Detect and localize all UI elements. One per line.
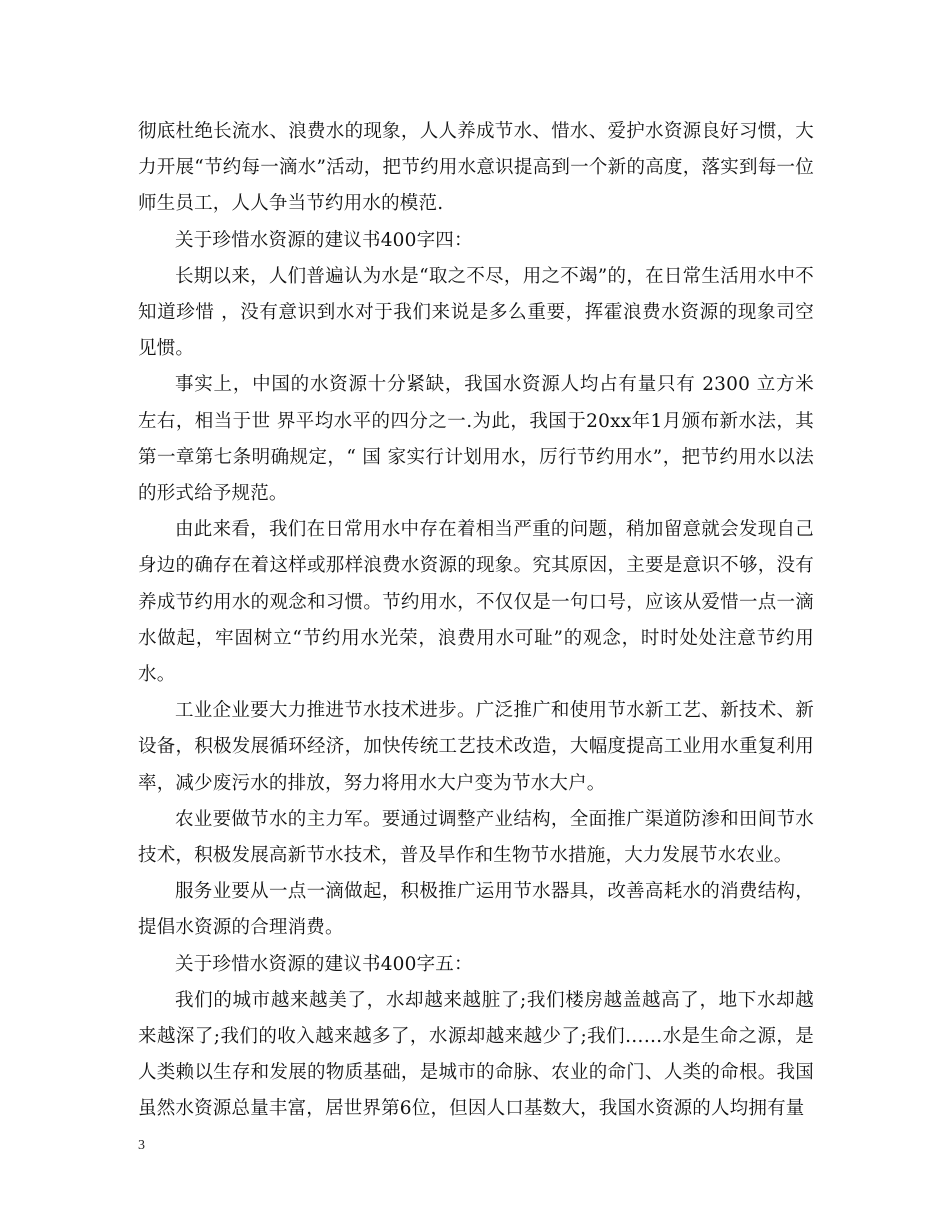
page-body <box>138 114 814 1128</box>
section-heading-4: 关于珍惜水资源的建议书400字四： <box>175 229 473 251</box>
paragraph: 事实上，中国的水资源十分紧缺，我国水资源人均占有量只有 2300 立方米左右，相当于世 界平均水平的四分之一.为此，我国于20xx年1月颁布新水法，其第一章第七条明确规定，“ 国 家实行计划用水，厉行节约用水”，把节约用水以法的形式给予规范。 <box>138 374 814 505</box>
page-number: 3 <box>138 1138 145 1153</box>
paragraph-continuation: 彻底杜绝长流水、浪费水的现象，人人养成节水、惜水、爱护水资源良好习惯，大力开展“节约每一滴水”活动，把节约用水意识提高到一个新的高度，落实到每一位师生员工，人人争当节约用水的模范. <box>138 121 814 215</box>
section-heading-5: 关于珍惜水资源的建议书400字五： <box>175 953 473 975</box>
paragraph: 农业要做节水的主力军。要通过调整产业结构，全面推广渠道防渗和田间节水技术，积极发展高新节水技术，普及旱作和生物节水措施，大力发展节水农业。 <box>138 808 814 867</box>
paragraph: 工业企业要大力推进节水技术进步。广泛推广和使用节水新工艺、新技术、新设备，积极发展循环经济，加快传统工艺技术改造，大幅度提高工业用水重复利用率，减少废污水的排放，努力将用水大户变为节水大户。 <box>138 700 814 794</box>
paragraph: 由此来看，我们在日常用水中存在着相当严重的问题，稍加留意就会发现自己身边的确存在着这样或那样浪费水资源的现象。究其原因，主要是意识不够，没有养成节约用水的观念和习惯。节约用水，不仅仅是一句口号，应该从爱惜一点一滴水做起，牢固树立“节约用水光荣，浪费用水可耻”的观念，时时处处注意节约用水。 <box>138 519 814 686</box>
paragraph: 长期以来，人们普遍认为水是“取之不尽，用之不竭”的，在日常生活用水中不知道珍惜 ，没有意识到水对于我们来说是多么重要，挥霍浪费水资源的现象司空见惯。 <box>138 265 814 360</box>
paragraph: 服务业要从一点一滴做起，积极推广运用节水器具，改善高耗水的消费结构，提倡水资源的合理消费。 <box>138 881 814 939</box>
paragraph: 我们的城市越来越美了，水却越来越脏了;我们楼房越盖越高了，地下水却越来越深了;我们的收入越来越多了，水源却越来越少了;我们……水是生命之源，是人类赖以生存和发展的物质基础，是城市的命脉、农业的命门、人类的命根。我国虽然水资源总量丰富，居世界第6位，但因人口基数大，我国水资源的人均拥有量 <box>138 989 814 1120</box>
